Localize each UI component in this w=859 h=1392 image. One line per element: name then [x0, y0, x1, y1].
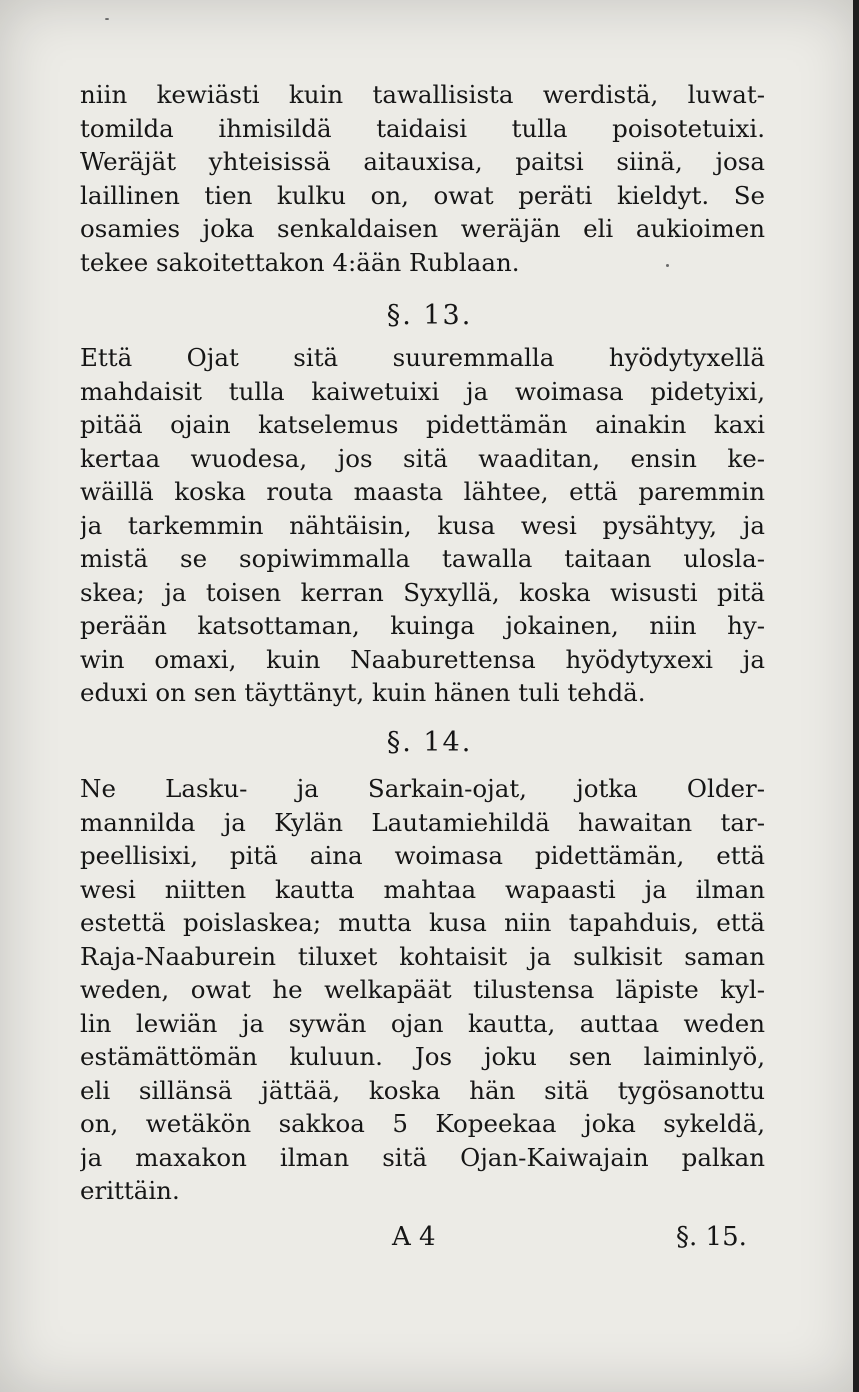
signature-mark: A 4	[392, 1222, 436, 1252]
text-line: niin kewiästi kuin tawallisista werdistä, luwat-	[80, 80, 765, 109]
text-line: ja maxakon ilman sitä Ojan-Kaiwajain palkan	[80, 1142, 765, 1172]
paper-speck	[105, 18, 109, 20]
paragraph-section-13	[80, 341, 765, 710]
text-line: perään katsottaman, kuinga jokainen, niin hy-	[80, 611, 765, 640]
text-line: ja tarkemmin nähtäisin, kusa wesi pysähtyy, ja	[80, 510, 765, 540]
paragraph-section-14	[80, 772, 765, 1208]
text-line: mistä se sopiwimmalla tawalla taitaan ulosla-	[80, 544, 765, 573]
text-line: weden, owat he welkapäät tilustensa läpiste kyl-	[80, 975, 765, 1004]
text-line: mannilda ja Kylän Lautamiehildä hawaitan tar-	[80, 807, 765, 837]
text-line: eli sillänsä jättää, koska hän sitä tygösanottu	[80, 1075, 765, 1105]
text-line: mahdaisit tulla kaiwetuixi ja woimasa pidetyixi,	[80, 376, 765, 406]
text-line: erittäin.	[80, 1176, 180, 1205]
text-line: skea; ja toisen kerran Syxyllä, koska wisusti pitä	[80, 577, 765, 607]
paper-speck	[666, 264, 669, 267]
text-line: kertaa wuodesa, jos sitä waaditan, ensin ke-	[80, 443, 765, 473]
text-line: estettä poislaskea; mutta kusa niin tapahduis, että	[80, 908, 765, 937]
paragraph-top	[80, 78, 765, 279]
text-line: tekee sakoitettakon 4:ään Rublaan.	[80, 247, 520, 277]
catchword: §. 15.	[676, 1222, 747, 1252]
text-line: Raja-Naaburein tiluxet kohtaisit ja sulkisit saman	[80, 941, 765, 971]
page-edge-shadow	[853, 0, 859, 1392]
text-line: Että Ojat sitä suuremmalla hyödytyxellä	[80, 343, 765, 372]
text-line: osamies joka senkaldaisen weräjän eli aukioimen	[80, 214, 765, 243]
text-line: on, wetäkön sakkoa 5 Kopeekaa joka sykeldä,	[80, 1109, 765, 1138]
text-line: wäillä koska routa maasta lähtee, että paremmin	[80, 477, 765, 506]
text-line: Ne Lasku- ja Sarkain-ojat, jotka Older-	[80, 774, 765, 803]
text-line: peellisixi, pitä aina woimasa pidettämän, että	[80, 841, 765, 870]
text-line: pitää ojain katselemus pidettämän ainakin kaxi	[80, 410, 765, 439]
text-line: Weräjät yhteisissä aitauxisa, paitsi siinä, josa	[80, 147, 765, 176]
text-line: laillinen tien kulku on, owat peräti kieldyt. Se	[80, 180, 765, 210]
text-line: estämättömän kuluun. Jos joku sen laiminlyö,	[80, 1042, 765, 1071]
section-heading-13: §. 13.	[386, 300, 473, 331]
section-heading-14: §. 14.	[386, 727, 473, 758]
text-line: wesi niitten kautta mahtaa wapaasti ja ilman	[80, 874, 765, 904]
text-line: lin lewiän ja sywän ojan kautta, auttaa weden	[80, 1008, 765, 1038]
text-line: win omaxi, kuin Naaburettensa hyödytyxexi ja	[80, 644, 765, 674]
text-line: tomilda ihmisildä taidaisi tulla poisotetuixi.	[80, 113, 765, 143]
text-line: eduxi on sen täyttänyt, kuin hänen tuli tehdä.	[80, 678, 646, 707]
